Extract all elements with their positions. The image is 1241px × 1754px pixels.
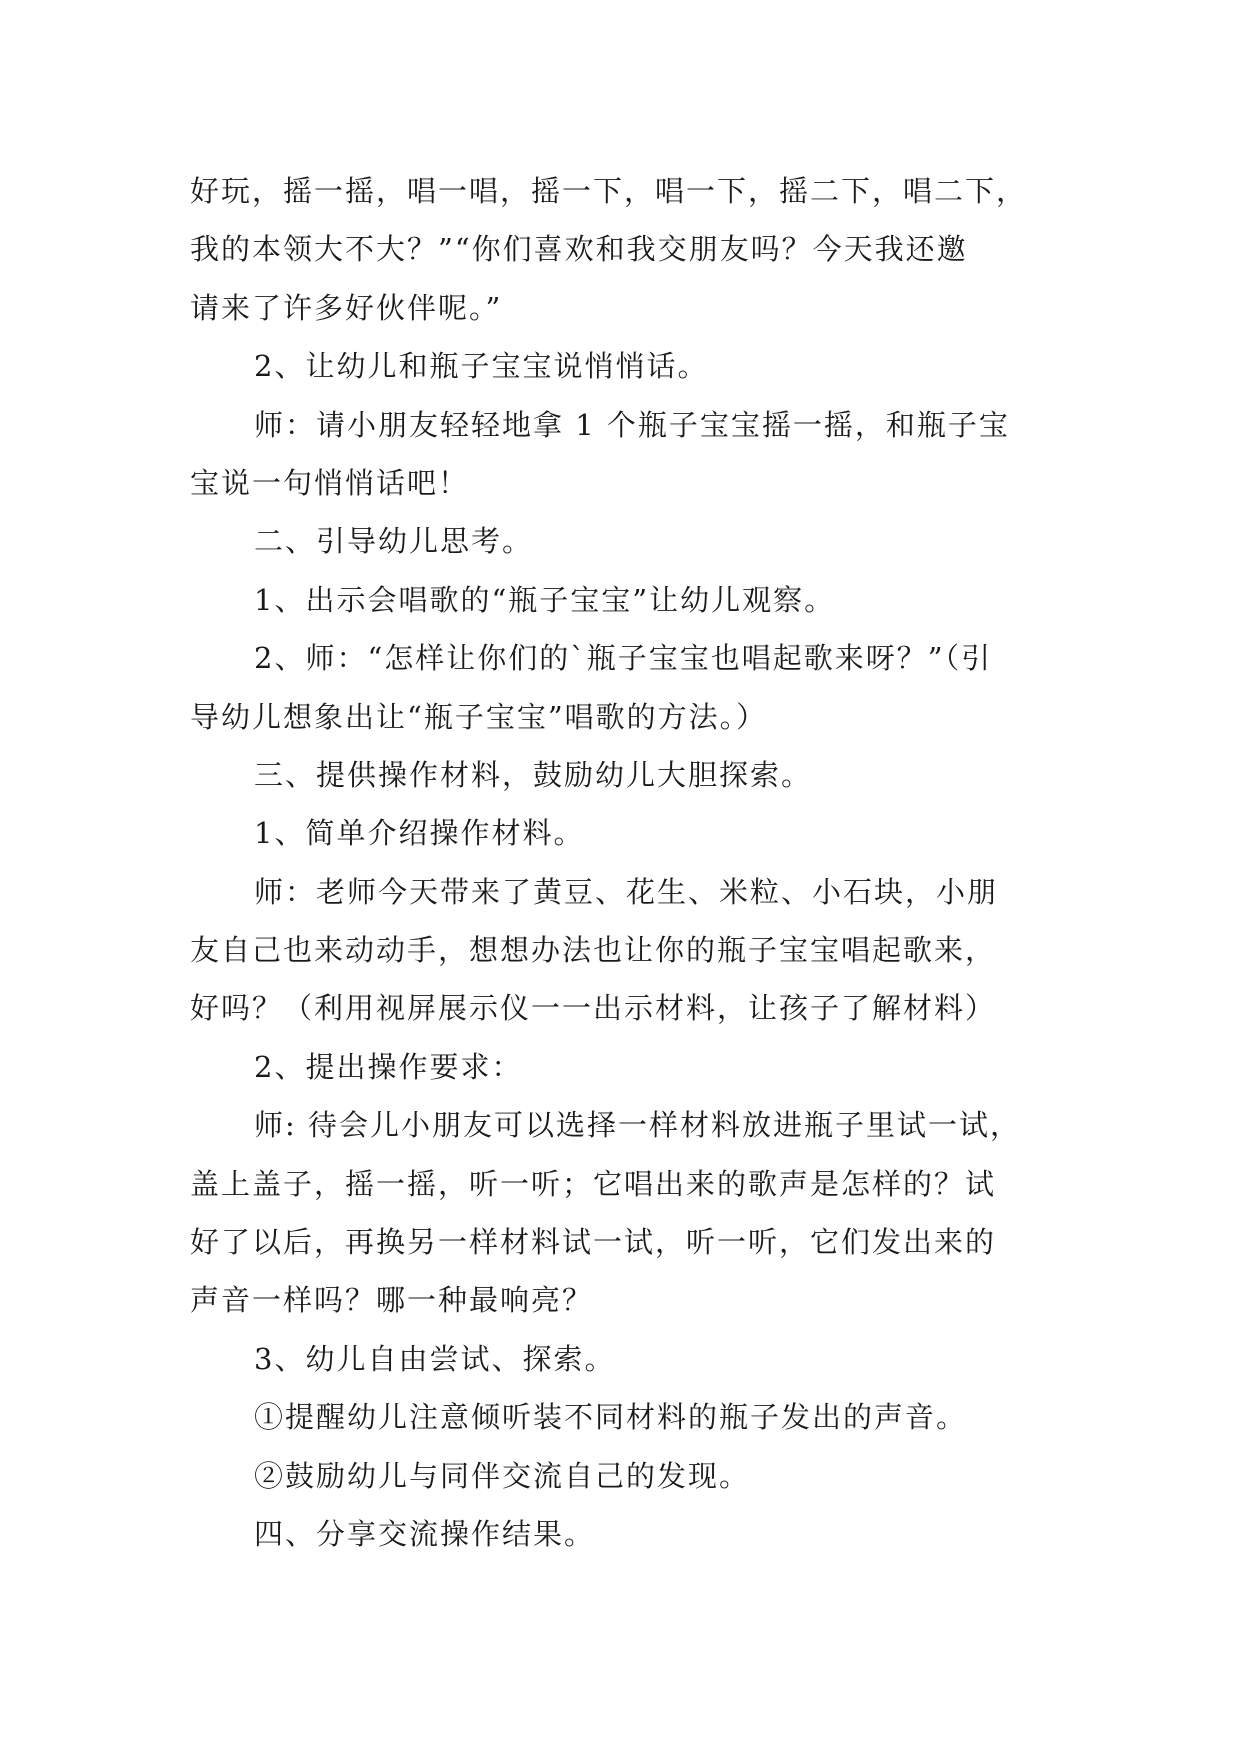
text-line: 好了以后，再换另一样材料试一试，听一听，它们发出来的 [190,1225,997,1260]
text-line: 宝说一句悄悄话吧！ [190,465,470,500]
text-line: 好玩，摇一摇，唱一唱，摇一下，唱一下，摇二下，唱二下， [190,174,1028,208]
text-line: ②鼓励幼儿与同伴交流自己的发现。 [254,1458,751,1493]
text-line: 1、出示会唱歌的“瓶子宝宝”让幼儿观察。 [254,582,836,617]
text-line: 请来了许多好伙伴呢。” [190,290,503,325]
text-line: ①提醒幼儿注意倾听装不同材料的瓶子发出的声音。 [254,1400,968,1435]
text-line: 1、简单介绍操作材料。 [254,816,585,851]
document-body [190,162,1052,1563]
text-line: 盖上盖子，摇一摇，听一听；它唱出来的歌声是怎样的？试 [190,1166,997,1201]
text-line: 3、幼儿自由尝试、探索。 [254,1341,616,1376]
text-line: 2、提出操作要求： [254,1049,523,1084]
section-heading: 四、分享交流操作结果。 [254,1516,596,1551]
text-line: 师：请小朋友轻轻地拿 1 个瓶子宝宝摇一摇，和瓶子宝 [254,407,1010,442]
text-line: 2、师：“怎样让你们的`瓶子宝宝也唱起歌来呀？”（引 [254,641,993,676]
section-heading: 二、引导幼儿思考。 [254,524,534,559]
text-line: 导幼儿想象出让“瓶子宝宝”唱歌的方法。） [190,699,768,734]
text-line: 我的本领大不大？”“你们喜欢和我交朋友吗？今天我还邀 [190,232,968,267]
text-line: 好吗？（利用视屏展示仪一一出示材料，让孩子了解材料） [190,991,997,1026]
text-line: 师：老师今天带来了黄豆、花生、米粒、小石块，小朋 [254,874,999,909]
text-line: 师: 待会儿小朋友可以选择一样材料放进瓶子里试一试， [254,1108,1021,1143]
text-line: 声音一样吗？哪一种最响亮？ [190,1283,594,1318]
text-line: 2、让幼儿和瓶子宝宝说悄悄话。 [254,349,709,384]
text-line: 友自己也来动动手，想想办法也让你的瓶子宝宝唱起歌来， [190,933,997,968]
section-heading: 三、提供操作材料，鼓励幼儿大胆探索。 [254,757,813,792]
